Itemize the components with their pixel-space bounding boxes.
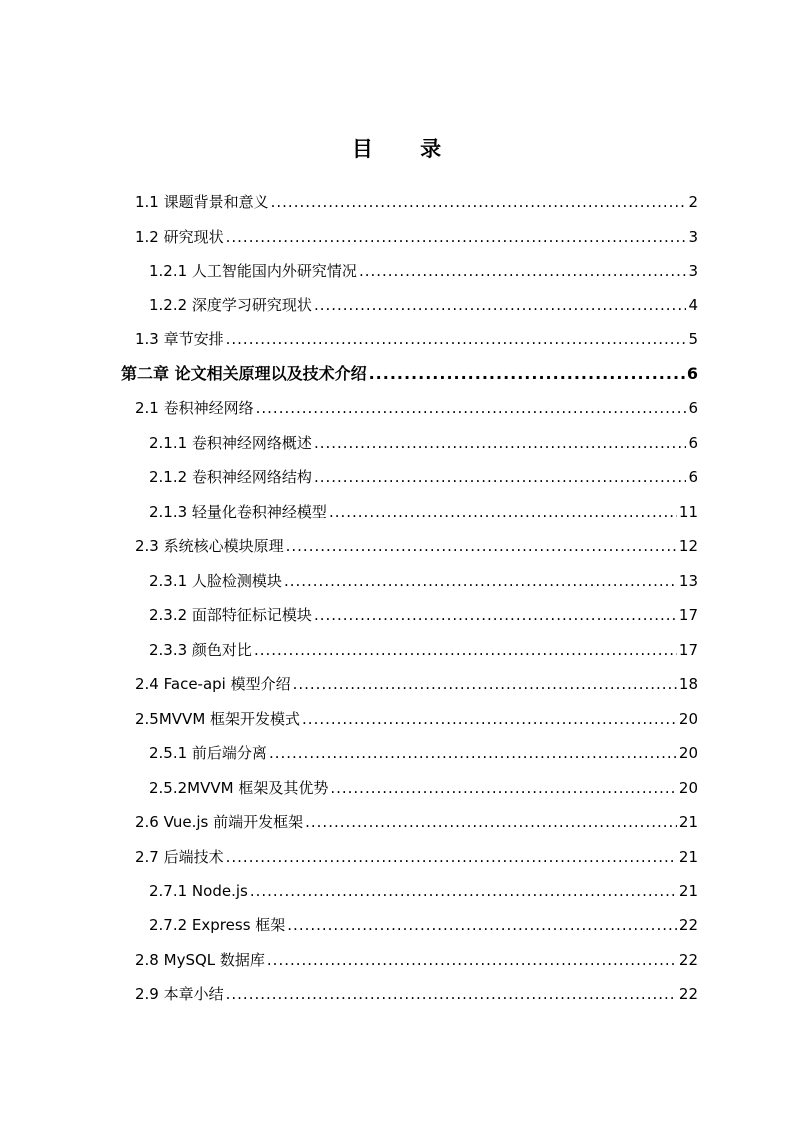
toc-entry-label: 2.1.3 轻量化卷积神经模型 [149,503,327,521]
toc-dot-leader [254,638,677,662]
toc-dot-leader [226,327,687,351]
toc-entry[interactable] [135,810,698,834]
toc-entry[interactable] [149,913,698,937]
toc-entry[interactable] [149,879,698,903]
toc-dot-leader [369,362,685,386]
toc-entry-label: 1.2.1 人工智能国内外研究情况 [149,262,357,280]
toc-entry-page: 11 [678,503,698,521]
toc-entry-label: 2.5MVVM 框架开发模式 [135,710,301,728]
toc-entry[interactable] [149,741,698,765]
toc-dot-leader [287,913,677,937]
toc-entry-page: 6 [686,364,698,383]
toc-entry-page: 22 [678,985,698,1003]
toc-entry-label: 2.7 后端技术 [135,848,224,866]
toc-entry-label: 2.7.1 Node.js [149,882,248,900]
toc-entry[interactable] [135,845,698,869]
toc-entry-page: 13 [678,572,698,590]
toc-entry-page: 20 [678,779,698,797]
toc-entry-label: 2.1 卷积神经网络 [135,399,254,417]
toc-entry-page: 18 [678,675,698,693]
toc-entry[interactable] [149,431,698,455]
toc-entry-label: 2.1.2 卷积神经网络结构 [149,468,312,486]
toc-entry[interactable] [149,603,698,627]
toc-entry-label: 2.5.1 前后端分离 [149,744,267,762]
toc-entry[interactable] [135,225,698,249]
toc-entry-page: 20 [678,744,698,762]
toc-dot-leader [284,569,677,593]
toc-entry-label: 1.3 章节安排 [135,330,224,348]
toc-entry-label: 2.3.3 颜色对比 [149,641,252,659]
toc-dot-leader [359,259,687,283]
toc-dot-leader [256,396,687,420]
toc-entry-page: 22 [678,916,698,934]
toc-entry[interactable] [149,638,698,662]
toc-entry-label: 1.2.2 深度学习研究现状 [149,296,312,314]
toc-entry-page: 21 [678,813,698,831]
toc-entry-page: 21 [678,848,698,866]
toc-entry-page: 6 [688,468,698,486]
toc-entry-label: 2.1.1 卷积神经网络概述 [149,434,312,452]
toc-dot-leader [302,707,677,731]
toc-entry-page: 22 [678,951,698,969]
toc-dot-leader [226,225,687,249]
toc-entry-label: 2.5.2MVVM 框架及其优势 [149,779,329,797]
toc-entry-label: 2.7.2 Express 框架 [149,916,286,934]
toc-entry-label: 1.2 研究现状 [135,228,224,246]
toc-dot-leader [271,190,687,214]
toc-entry-page: 20 [678,710,698,728]
toc-entry[interactable] [135,190,698,214]
toc-entry-label: 2.6 Vue.js 前端开发框架 [135,813,304,831]
toc-dot-leader [329,500,677,524]
toc-entry-label: 1.1 课题背景和意义 [135,193,269,211]
toc-dot-leader [267,948,677,972]
toc-entry[interactable] [135,672,698,696]
toc-entry-label: 2.3.2 面部特征标记模块 [149,606,312,624]
toc-entry-page: 6 [688,434,698,452]
toc-entry-page: 5 [688,330,698,348]
toc-entry-page: 3 [688,228,698,246]
toc-entry[interactable] [135,707,698,731]
toc-dot-leader [330,776,677,800]
toc-dot-leader [305,810,677,834]
toc-dot-leader [293,672,677,696]
toc-entry-chapter[interactable] [121,362,698,386]
toc-dot-leader [250,879,677,903]
toc-entry[interactable] [149,569,698,593]
toc-entry[interactable] [149,259,698,283]
toc-entry-label: 2.8 MySQL 数据库 [135,951,265,969]
toc-entry[interactable] [135,982,698,1006]
toc-dot-leader [226,845,677,869]
toc-entry-page: 4 [688,296,698,314]
toc-entry-label: 2.9 本章小结 [135,985,224,1003]
toc-entry-label: 第二章 论文相关原理以及技术介绍 [121,364,367,383]
toc-entry-page: 21 [678,882,698,900]
toc-entry-page: 17 [678,606,698,624]
toc-dot-leader [314,293,687,317]
toc-dot-leader [314,431,687,455]
toc-dot-leader [314,603,677,627]
toc-entry-label: 2.4 Face-api 模型介绍 [135,675,291,693]
toc-entry-page: 2 [688,193,698,211]
toc-title: 目 录 [351,137,462,161]
toc-entry[interactable] [135,534,698,558]
toc-entry[interactable] [135,948,698,972]
toc-entry[interactable] [149,500,698,524]
toc-entry-page: 12 [678,537,698,555]
toc-dot-leader [269,741,677,765]
toc-entry-label: 2.3 系统核心模块原理 [135,537,284,555]
toc-dot-leader [226,982,677,1006]
toc-entry-label: 2.3.1 人脸检测模块 [149,572,282,590]
toc-entry[interactable] [149,465,698,489]
toc-entry[interactable] [149,293,698,317]
toc-entry[interactable] [135,396,698,420]
toc-dot-leader [314,465,687,489]
toc-entry-page: 17 [678,641,698,659]
toc-entry[interactable] [135,327,698,351]
toc-entry-page: 6 [688,399,698,417]
toc-dot-leader [286,534,677,558]
toc-entry[interactable] [149,776,698,800]
toc-entry-page: 3 [688,262,698,280]
